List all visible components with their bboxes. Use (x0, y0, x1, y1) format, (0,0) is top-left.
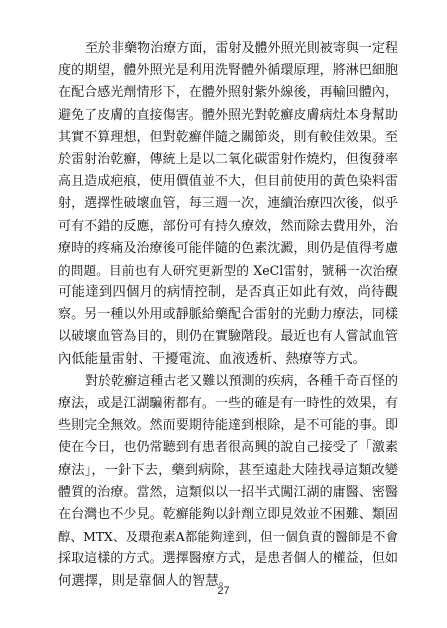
text-line: 療法」，一針下去，藥到病除，甚至遠赴大陸找尋這類改變 (58, 462, 398, 478)
text-line: 於雷射治乾癬，傳統上是以二氧化碳雷射作燒灼，但復發率 (58, 151, 398, 167)
text-line: 對於乾癬這種古老又難以預測的疾病，各種千奇百怪的 (85, 373, 398, 389)
text-line: 使在今日，也仍常聽到有患者很高興的說自己接受了「激素 (58, 440, 398, 456)
text-line: 至於非藥物治療方面，雷射及體外照光則被寄與一定程 (85, 41, 398, 56)
text-line: 察。另一種以外用或靜脈給藥配合雷射的光動力療法，同樣 (58, 307, 398, 323)
text-line: 在台灣也不少見。乾癬能夠以針劑立即見效並不困難、類固 (58, 506, 398, 522)
page-number: 27 (217, 585, 230, 597)
text-line: 體質的治療。當然，這類似以一招半式闖江湖的庸醫、密醫 (58, 484, 398, 500)
body-text (58, 38, 398, 593)
text-line: 高且造成疤痕，使用價值並不大，但目前使用的黃色染料雷 (58, 174, 398, 190)
text-line: 避免了皮膚的直接傷害。體外照光對乾癬皮膚病灶本身幫助 (58, 107, 398, 123)
text-line: 的問題。目前也有人研究更新型的 XeCl雷射，號稱一次治療 (58, 262, 398, 278)
text-line: 採取這樣的方式。選擇醫療方式，是患者個人的權益，但如 (58, 551, 398, 567)
text-line: 療法，或是江湖騙術都有。一些的確是有一時性的效果，有 (58, 396, 398, 411)
text-line: 可能達到四個月的病情控制，是否真正如此有效，尚待觀 (58, 285, 398, 301)
text-line: 在配合感光劑情形下，在體外照射紫外線後，再輸回體內， (58, 85, 398, 101)
text-line: 射，選擇性破壞血管，每三週一次，連續治療四次後，似乎 (58, 196, 398, 212)
text-line: 何選擇，則是靠個人的智慧。 (58, 573, 233, 589)
paragraph-non-drug-treatment (58, 38, 398, 371)
text-line: 內低能量雷射、干擾電流、血液透析、熱療等方式。 (58, 351, 366, 367)
paragraph-folk-remedies (58, 371, 398, 593)
text-line: 醇、MTX、及環孢素A都能夠達到，但一個負責的醫師是不會 (58, 529, 398, 545)
text-line: 度的期望，體外照光是利用洗腎體外循環原理，將淋巴細胞 (58, 63, 398, 79)
text-line: 些則完全無效。然而要期待能達到根除，是不可能的事。即 (58, 418, 398, 434)
text-line: 以破壞血管為目的，則仍在實驗階段。最近也有人嘗試血管 (58, 329, 398, 345)
text-line: 可有不錯的反應，部份可有持久療效，然而除去費用外，治 (58, 218, 398, 234)
text-line: 療時的疼痛及治療後可能伴隨的色素沈澱，則仍是值得考慮 (58, 240, 398, 256)
text-line: 其實不算理想，但對乾癬伴隨之關節炎，則有較佳效果。至 (58, 129, 398, 145)
